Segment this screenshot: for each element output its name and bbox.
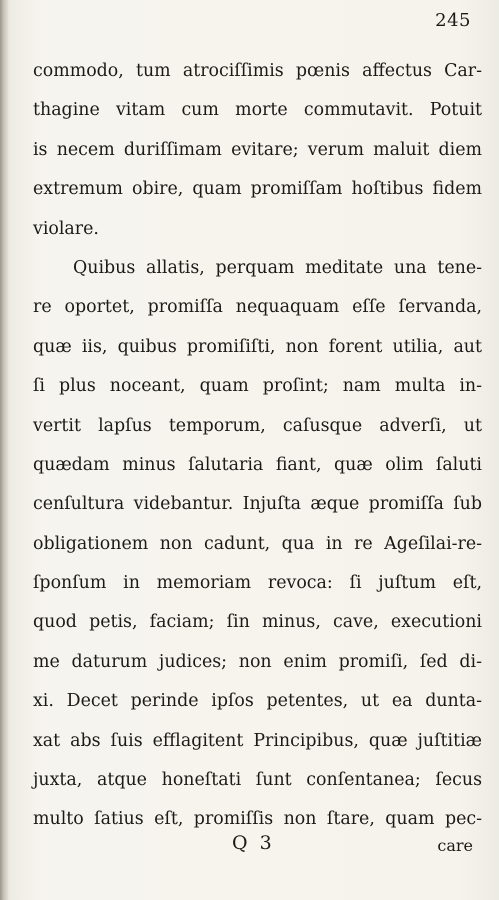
text-line: cenſultura videbantur. Injuſta æque promiſſa ſub	[33, 494, 482, 515]
text-line: commodo, tum atrociſſimis pœnis affectus Car-	[33, 61, 482, 81]
text-line: obligationem non cadunt, qua in re Ageſilai-re-	[33, 533, 482, 554]
paragraph-first-line: Quibus allatis, perquam meditate una tene-	[73, 257, 482, 278]
text-line: ſi plus noceant, quam proſint; nam multa in-	[33, 376, 482, 397]
text-line: quædam minus ſalutaria fiant, quæ olim ſaluti	[33, 454, 482, 475]
page-number: 245	[435, 10, 471, 31]
text-line: thagine vitam cum morte commutavit. Potuit	[33, 100, 482, 121]
signature-mark: Q 3	[232, 832, 275, 854]
text-line: xat abs ſuis efflagitent Principibus, quæ juſtitiæ	[33, 730, 482, 751]
text-line: multo ſatius eſt, promiſſis non ſtare, quam pec-	[33, 809, 482, 830]
text-line: quod petis, faciam; ſin minus, cave, executioni	[33, 612, 482, 633]
text-line: me daturum judices; non enim promiſi, ſed di-	[33, 651, 482, 672]
page-footer	[0, 826, 499, 862]
book-spine-shadow	[0, 0, 9, 900]
text-line: is necem duriſſimam evitare; verum maluit diem	[33, 139, 482, 160]
body-text	[33, 52, 482, 840]
catchword: care	[437, 836, 473, 855]
text-line: vertit lapſus temporum, caſusque adverſi, ut	[33, 415, 482, 436]
text-line: violare.	[33, 218, 99, 239]
text-line: ſponſum in memoriam revoca: ſi juſtum eſt,	[33, 573, 482, 594]
text-line: quæ iis, quibus promiſiſti, non forent utilia, aut	[33, 336, 482, 357]
text-line: juxta, atque honeſtati ſunt conſentanea; ſecus	[33, 770, 482, 791]
text-line: extremum obire, quam promiſſam hoſtibus fidem	[33, 179, 482, 200]
text-line: re oportet, promiſſa nequaquam eſſe ſervanda,	[33, 297, 482, 318]
text-line: xi. Decet perinde ipſos petentes, ut ea dunta-	[33, 691, 482, 712]
